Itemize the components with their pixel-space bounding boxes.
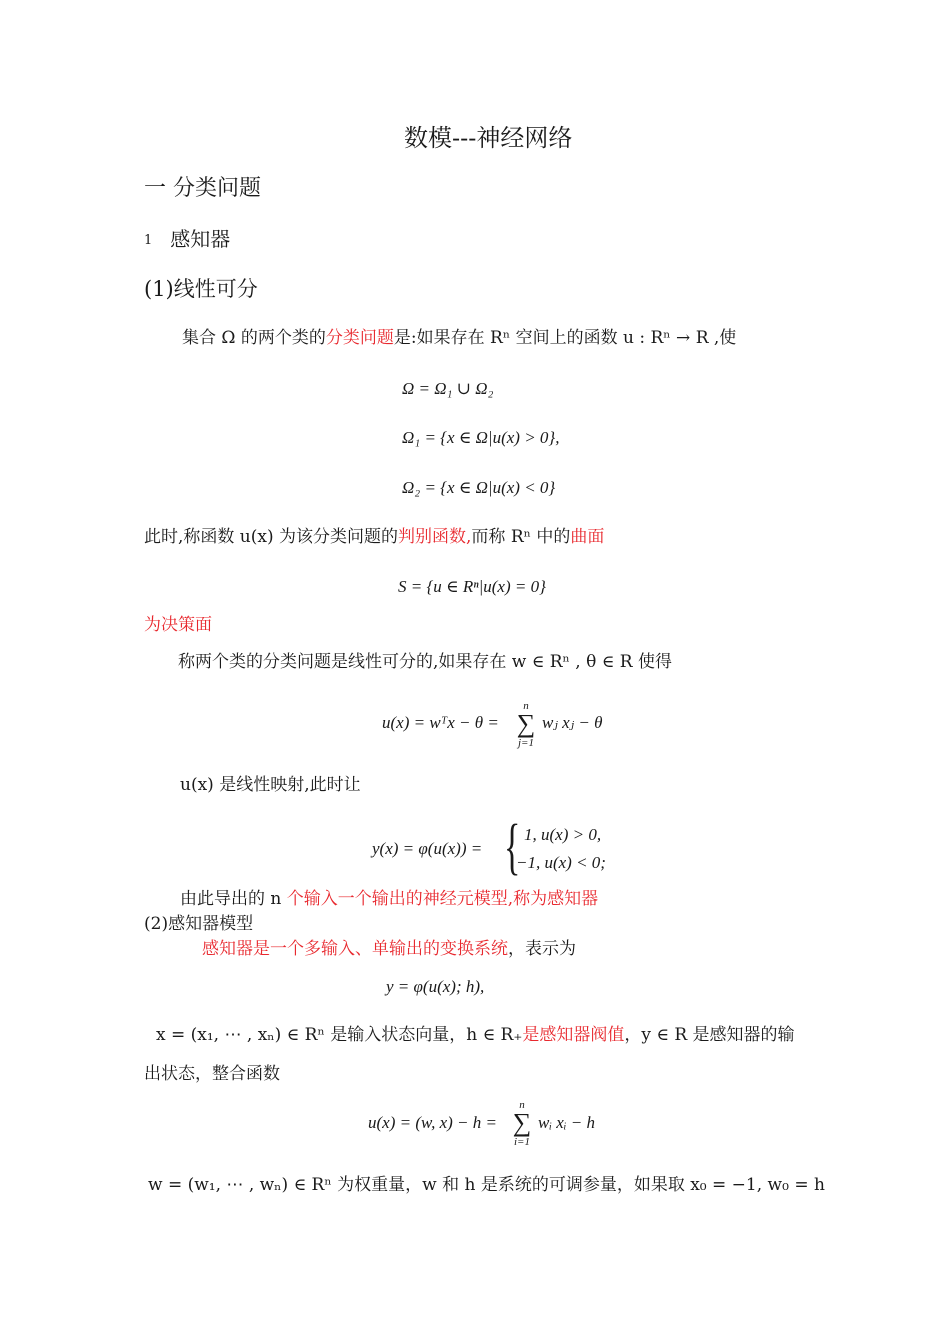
sum-upper-limit: n — [519, 1099, 525, 1111]
sigma-glyph: ∑ — [512, 1108, 532, 1137]
equation-omega-union: Ω = Ω₁ ∪ Ω₂ — [402, 379, 494, 398]
part1-heading: (1)线性可分 — [144, 277, 258, 301]
summation-symbol — [516, 700, 536, 756]
subsection-heading — [144, 229, 230, 249]
equation-phi-piecewise — [372, 813, 632, 881]
summation-symbol — [512, 1099, 532, 1155]
equation-linear-function — [382, 700, 622, 756]
paragraph-perceptron-definition — [180, 891, 598, 908]
highlight-multi-input-system: 感知器是一个多输入、单输出的变换系统 — [202, 939, 508, 959]
paragraph-weights: w = (w₁, ⋯ , wₙ) ∈ Rⁿ 为权重量，w 和 h 是系统的可调参量，如果取 x₀ = −1, w₀ = h — [148, 1175, 825, 1195]
paragraph-linear-separable: 称两个类的分类问题是线性可分的,如果存在 w ∈ Rⁿ , θ ∈ R 使得 — [178, 652, 672, 672]
part2-heading: (2)感知器模型 — [144, 914, 254, 934]
paragraph-linear-map: u(x) 是线性映射,此时让 — [180, 775, 361, 795]
paragraph-classification — [182, 330, 736, 347]
paragraph-output-state: 出状态，整合函数 — [144, 1064, 280, 1084]
subsection-label: 感知器 — [170, 227, 231, 251]
equation-model: y = φ(u(x); h), — [386, 977, 485, 996]
equation-lhs: u(x) = (w, x) − h = — [368, 1113, 497, 1132]
paragraph-input-vector — [156, 1027, 795, 1044]
page-title: 数模---神经网络 — [404, 124, 573, 152]
highlight-surface: 曲面 — [570, 527, 605, 547]
section-heading: 一 分类问题 — [144, 176, 261, 201]
equation-omega1: Ω₁ = {x ∈ Ω|u(x) > 0}, — [402, 428, 560, 447]
sum-lower-limit: j=1 — [518, 737, 534, 749]
paragraph-text: 此时,称函数 u(x) 为该分类问题的 — [144, 527, 399, 547]
paragraph-text: 而称 Rⁿ 中的 — [471, 527, 571, 547]
paragraph-text: x = (x₁, ⋯ , xₙ) ∈ Rⁿ 是输入状态向量，h ∈ R₊ — [156, 1025, 523, 1045]
equation-rhs: wⱼ xⱼ − θ — [542, 713, 603, 732]
equation-decision-surface: S = {u ∈ Rⁿ|u(x) = 0} — [398, 577, 546, 596]
left-brace: { — [504, 813, 521, 881]
subsection-number: 1 — [144, 233, 153, 248]
paragraph-perceptron-model — [202, 941, 576, 958]
equation-omega2: Ω₂ = {x ∈ Ω|u(x) < 0} — [402, 478, 556, 497]
paragraph-text: 由此导出的 n — [180, 889, 287, 909]
sum-upper-limit: n — [523, 700, 529, 712]
highlight-classification-problem: 分类问题 — [325, 328, 394, 348]
sigma-glyph: ∑ — [516, 709, 536, 738]
highlight-discriminant-function: 判别函数, — [398, 527, 472, 547]
equation-lhs: u(x) = wᵀx − θ = — [382, 713, 499, 732]
paragraph-text: 集合 Ω 的两个类的 — [182, 328, 326, 348]
decision-surface-label: 为决策面 — [144, 615, 212, 635]
paragraph-text: 是:如果存在 Rⁿ 空间上的函数 u : Rⁿ → R ,使 — [393, 328, 737, 348]
equation-rhs: wᵢ xᵢ − h — [538, 1113, 595, 1132]
highlight-perceptron: 个输入一个输出的神经元模型,称为感知器 — [286, 889, 599, 909]
paragraph-text: ，表示为 — [508, 939, 576, 959]
equation-integration-function — [368, 1099, 618, 1155]
case-negative: −1, u(x) < 0; — [516, 853, 606, 872]
equation-lhs: y(x) = φ(u(x)) = — [372, 839, 483, 858]
sum-lower-limit: i=1 — [514, 1136, 530, 1148]
paragraph-text: ，y ∈ R 是感知器的输 — [624, 1025, 795, 1045]
paragraph-discriminant — [144, 529, 604, 546]
highlight-threshold: 是感知器阀值 — [522, 1025, 625, 1045]
case-positive: 1, u(x) > 0, — [524, 825, 602, 844]
